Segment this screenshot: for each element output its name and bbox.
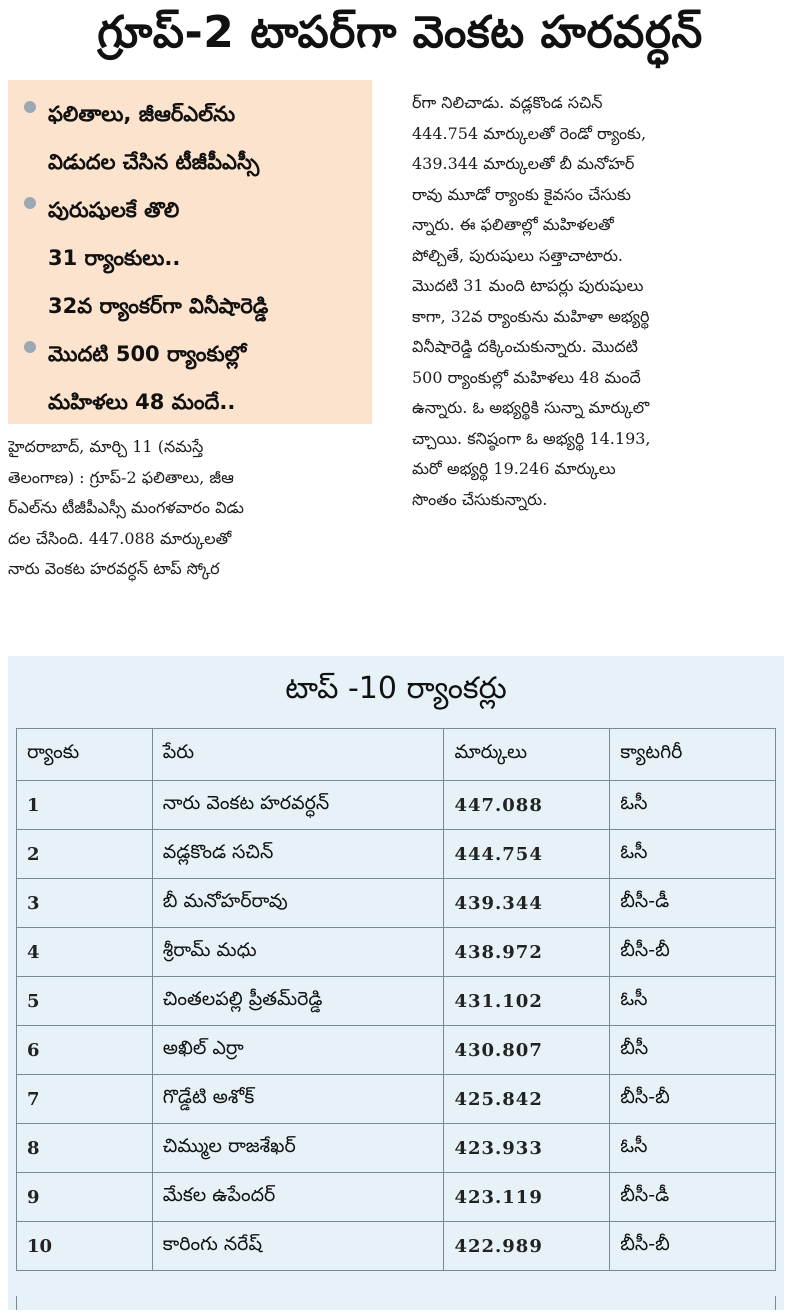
highlight-line: 31 ర్యాంకులు.. bbox=[48, 246, 181, 270]
article-line: రావు మూడో ర్యాంకు కైవసం చేసుకు bbox=[412, 184, 631, 204]
marks-cell: 423.933 bbox=[444, 1124, 610, 1173]
bullet-icon bbox=[24, 101, 36, 113]
article-line: హైదరాబాద్‌, మార్చి 11 (నమస్తే bbox=[8, 437, 204, 456]
top10-table-box bbox=[8, 656, 784, 1310]
table-row bbox=[17, 977, 776, 1026]
category-cell: ఓసీ bbox=[610, 830, 776, 879]
rank-cell: 3 bbox=[17, 879, 153, 928]
article-line: న్నారు. ఈ ఫలితాల్లో మహిళలతో bbox=[412, 215, 614, 234]
header-marks: మార్కులు bbox=[444, 729, 610, 781]
table-row bbox=[17, 1222, 776, 1271]
marks-cell: 439.344 bbox=[444, 879, 610, 928]
table-footer-space bbox=[16, 1296, 776, 1310]
article-column-right bbox=[412, 88, 794, 515]
marks-cell: 422.989 bbox=[444, 1222, 610, 1271]
table-header-row bbox=[17, 729, 776, 781]
table-row bbox=[17, 1075, 776, 1124]
article-line: ర్‌ఎల్‌ను టీజీపీఎస్సీ మంగళవారం విడు bbox=[8, 498, 244, 517]
highlights-box bbox=[8, 80, 372, 424]
article-line: పోల్చితే, పురుషులు సత్తాచాటారు. bbox=[412, 245, 624, 265]
name-cell: బీ మనోహర్‌రావు bbox=[152, 879, 444, 928]
marks-cell: 423.119 bbox=[444, 1173, 610, 1222]
table-row bbox=[17, 1026, 776, 1075]
table-title: టాప్‌ -10 ర్యాంకర్లు bbox=[285, 671, 507, 706]
rank-cell: 7 bbox=[17, 1075, 153, 1124]
article-line: వినీషారెడ్డి దక్కించుకున్నారు. మొదటి bbox=[412, 337, 638, 356]
rank-cell: 9 bbox=[17, 1173, 153, 1222]
article-line: మొదటి 31 మంది టాపర్లు పురుషులు bbox=[412, 276, 644, 295]
marks-cell: 425.842 bbox=[444, 1075, 610, 1124]
name-cell: గొడ్డేటి అశోక్‌ bbox=[152, 1075, 444, 1124]
header-rank: ర్యాంకు bbox=[17, 729, 153, 781]
name-cell: చిమ్ముల రాజశేఖర్‌ bbox=[152, 1124, 444, 1173]
table-row bbox=[17, 928, 776, 977]
headline: గ్రూప్‌-2 టాపర్‌గా వెంకట హరవర్ధన్‌ bbox=[97, 7, 703, 58]
bullet-icon bbox=[24, 197, 36, 209]
marks-cell: 438.972 bbox=[444, 928, 610, 977]
name-cell: కారింగు నరేష్‌ bbox=[152, 1222, 444, 1271]
article-line: దల చేసింది. 447.088 మార్కులతో bbox=[8, 528, 232, 548]
article-line: నారు వెంకట హరవర్ధన్‌ టాప్‌ స్కోర bbox=[8, 559, 220, 578]
name-cell: చింతలపల్లి ప్రీతమ్‌రెడ్డి bbox=[152, 977, 444, 1026]
table-row bbox=[17, 879, 776, 928]
category-cell: ఓసీ bbox=[610, 1124, 776, 1173]
highlight-item bbox=[22, 186, 364, 330]
rank-cell: 10 bbox=[17, 1222, 153, 1271]
article-line: మరో అభ్యర్థి 19.246 మార్కులు bbox=[412, 459, 616, 478]
marks-cell: 430.807 bbox=[444, 1026, 610, 1075]
table-row bbox=[17, 1173, 776, 1222]
category-cell: బీసీ-బీ bbox=[610, 928, 776, 977]
category-cell: బీసీ-డీ bbox=[610, 1173, 776, 1222]
article-line: ర్‌గా నిలిచాడు. వడ్లకొండ సచిన్‌ bbox=[412, 93, 603, 112]
rank-cell: 1 bbox=[17, 781, 153, 830]
marks-cell: 431.102 bbox=[444, 977, 610, 1026]
rank-cell: 5 bbox=[17, 977, 153, 1026]
table-row bbox=[17, 781, 776, 830]
bullet-icon bbox=[24, 341, 36, 353]
article-line: తెలంగాణ) : గ్రూప్‌-2 ఫలితాలు, జీఆ bbox=[8, 467, 234, 487]
highlight-line: పురుషులకే తొలి bbox=[48, 198, 180, 222]
header-category: క్యాటగిరీ bbox=[610, 729, 776, 781]
table-row bbox=[17, 830, 776, 879]
category-cell: బీసీ bbox=[610, 1026, 776, 1075]
rankers-table bbox=[16, 728, 776, 1271]
category-cell: బీసీ-బీ bbox=[610, 1222, 776, 1271]
category-cell: ఓసీ bbox=[610, 977, 776, 1026]
article-line: చ్చాయి. కనిష్ఠంగా ఓ అభ్యర్థి 14.193, bbox=[412, 428, 651, 448]
rank-cell: 8 bbox=[17, 1124, 153, 1173]
marks-cell: 444.754 bbox=[444, 830, 610, 879]
article-line: 444.754 మార్కులతో రెండో ర్యాంకు, bbox=[412, 123, 647, 143]
name-cell: వడ్లకొండ సచిన్‌ bbox=[152, 830, 444, 879]
article-line: కాగా, 32వ ర్యాంకును మహిళా అభ్యర్థి bbox=[412, 306, 650, 326]
name-cell: అఖిల్‌ ఎర్రా bbox=[152, 1026, 444, 1075]
article-line: ఉన్నారు. ఓ అభ్యర్థికి సున్నా మార్కులొ bbox=[412, 398, 650, 417]
rank-cell: 2 bbox=[17, 830, 153, 879]
category-cell: బీసీ-బీ bbox=[610, 1075, 776, 1124]
highlight-line: మొదటి 500 ర్యాంకుల్లో bbox=[48, 342, 247, 366]
article-column-left bbox=[8, 432, 380, 585]
highlight-line: 32వ ర్యాంకర్‌గా వినీషారెడ్డి bbox=[48, 294, 269, 318]
marks-cell: 447.088 bbox=[444, 781, 610, 830]
highlight-item bbox=[22, 90, 364, 186]
category-cell: బీసీ-డీ bbox=[610, 879, 776, 928]
article-line: 500 ర్యాంకుల్లో మహిళలు 48 మందే bbox=[412, 367, 641, 387]
name-cell: శ్రీరామ్‌ మధు bbox=[152, 928, 444, 977]
highlight-line: మహిళలు 48 మందే.. bbox=[48, 390, 236, 414]
header-name: పేరు bbox=[152, 729, 444, 781]
rank-cell: 6 bbox=[17, 1026, 153, 1075]
name-cell: నారు వెంకట హరవర్ధన్‌ bbox=[152, 781, 444, 830]
article-line: 439.344 మార్కులతో బీ మనోహర్‌ bbox=[412, 154, 635, 173]
highlight-line: విడుదల చేసిన టీజీపీఎస్సీ bbox=[48, 150, 260, 174]
name-cell: మేకల ఉపేందర్‌ bbox=[152, 1173, 444, 1222]
category-cell: ఓసీ bbox=[610, 781, 776, 830]
article-line: సొంతం చేసుకున్నారు. bbox=[412, 489, 548, 509]
highlight-line: ఫలితాలు, జీఆర్‌ఎల్‌ను bbox=[48, 102, 236, 126]
rank-cell: 4 bbox=[17, 928, 153, 977]
highlight-item bbox=[22, 330, 364, 426]
table-row bbox=[17, 1124, 776, 1173]
